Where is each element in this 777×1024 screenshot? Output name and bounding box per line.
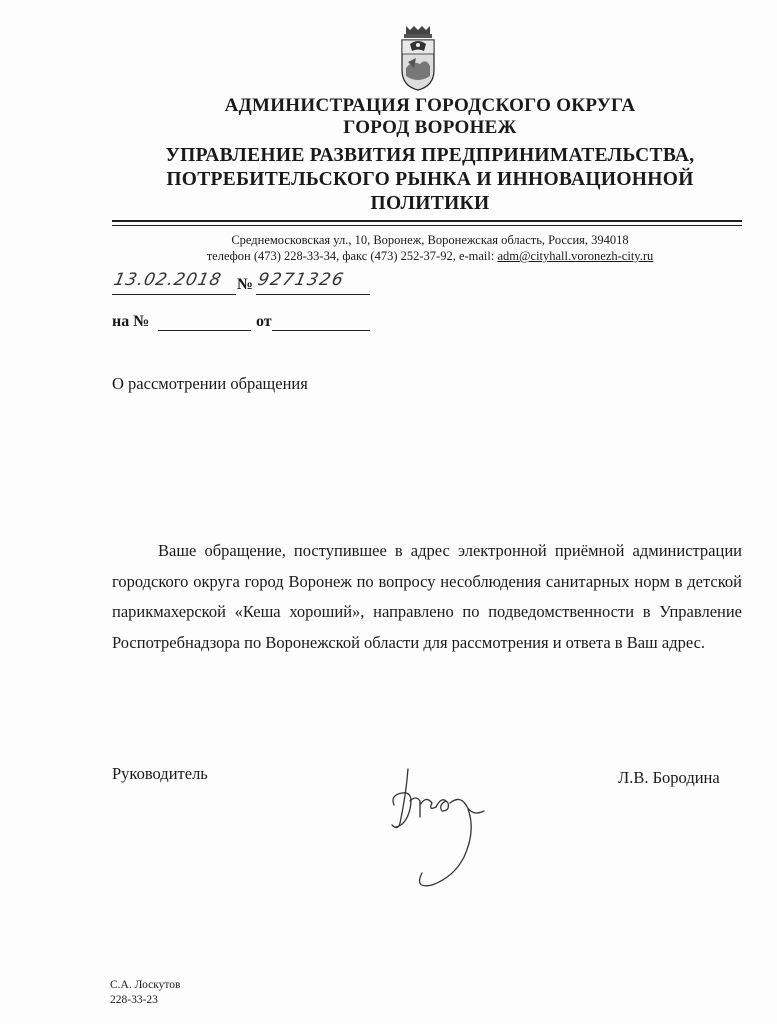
reply-to-label: на № [112, 313, 150, 330]
contacts-text: телефон (473) 228-33-34, факс (473) 252-37-92, e-mail: [206, 249, 498, 263]
from-label: от [256, 313, 272, 330]
reply-to-date-blank [272, 330, 370, 331]
letterhead-divider-thick [112, 220, 742, 222]
outgoing-number-field [256, 268, 370, 295]
signatory-name: Л.В. Бородина [618, 768, 720, 787]
email-link[interactable]: adm@cityhall.voronezh-city.ru [497, 249, 654, 263]
outgoing-date-field [112, 268, 236, 295]
handwritten-signature [380, 765, 500, 895]
executor-info [110, 978, 180, 1008]
organization-name [110, 95, 750, 139]
outgoing-date: 13.02.2018 [111, 270, 224, 290]
contacts-line [110, 248, 750, 264]
address-line: Среднемосковская ул., 10, Воронеж, Воронежская область, Россия, 394018 [231, 233, 629, 247]
department-name [110, 144, 750, 216]
executor-name: С.А. Лоскутов [110, 979, 181, 991]
org-line-2: ГОРОД ВОРОНЕЖ [343, 117, 517, 138]
signatory-position: Руководитель [112, 764, 208, 783]
letter-subject: О рассмотрении обращения [112, 374, 308, 393]
dept-line-3: ПОЛИТИКИ [370, 193, 490, 214]
dept-line-1: УПРАВЛЕНИЕ РАЗВИТИЯ ПРЕДПРИНИМАТЕЛЬСТВА, [165, 145, 695, 166]
city-coat-of-arms-icon [398, 24, 438, 92]
executor-phone: 228-33-23 [110, 994, 158, 1006]
outgoing-number: 9271326 [255, 270, 347, 290]
org-line-1: АДМИНИСТРАЦИЯ ГОРОДСКОГО ОКРУГА [224, 95, 636, 116]
letterhead-divider-thin [112, 225, 742, 226]
number-label: № [237, 276, 254, 293]
reply-to-number-blank [158, 330, 251, 331]
letter-body: Ваше обращение, поступившее в адрес электронной приёмной администрации городского округа город Воронеж по вопросу несоблюдения санитарных норм в детской парикмахерской «Кеша хороший», направлено по подведомственности в Управление Роспотребнадзора по Воронежской области для рассмотрения и ответа в Ваш адрес. [112, 541, 742, 652]
dept-line-2: ПОТРЕБИТЕЛЬСКОГО РЫНКА И ИННОВАЦИОННОЙ [166, 169, 694, 190]
